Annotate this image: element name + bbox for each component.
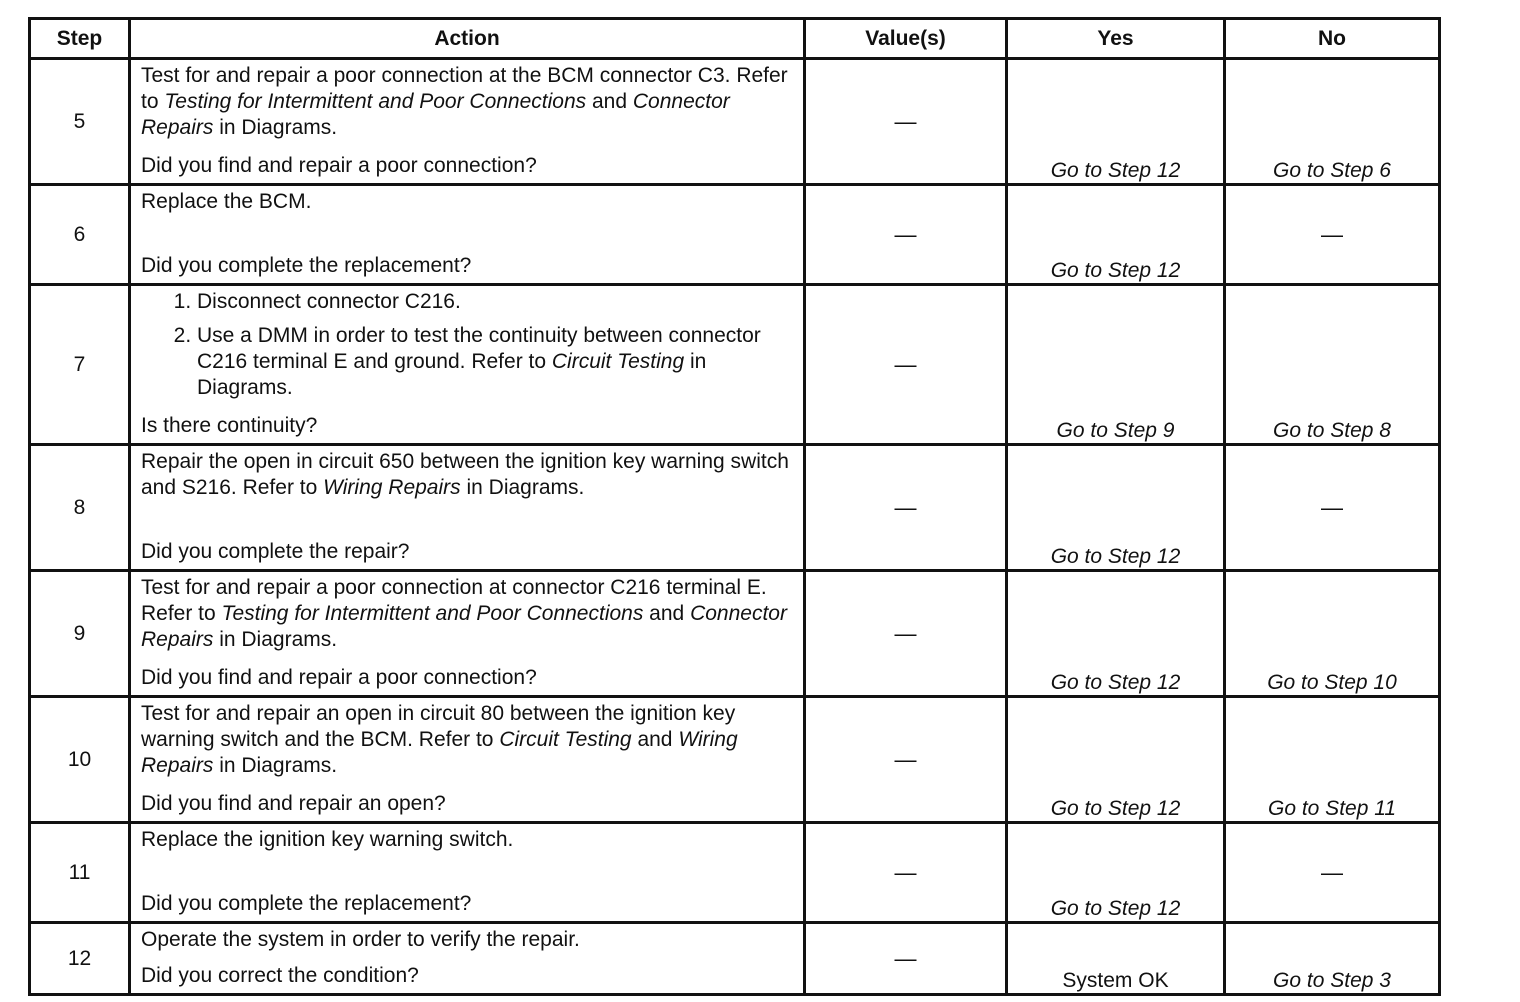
instruction-text: in Diagrams. [460, 476, 585, 499]
value-cell: — [805, 823, 1007, 923]
instruction-text: and [643, 602, 691, 625]
reference-title: Testing for Intermittent and Poor Connections [221, 602, 644, 625]
action-content [131, 698, 803, 821]
value-cell: — [805, 697, 1007, 823]
action-instruction [141, 575, 795, 653]
value-cell: — [805, 923, 1007, 995]
instruction-text: in Diagrams. [213, 754, 338, 777]
action-instruction [141, 189, 795, 215]
substep-item [197, 289, 795, 315]
no-result: — [1225, 823, 1440, 923]
diagnostic-table [28, 17, 1441, 996]
table-row [30, 445, 1440, 571]
yes-result: Go to Step 12 [1007, 445, 1225, 571]
header-no: No [1225, 19, 1440, 59]
no-result: — [1225, 185, 1440, 285]
action-cell [130, 185, 805, 285]
action-cell [130, 445, 805, 571]
action-question: Did you find and repair a poor connection? [141, 154, 537, 177]
step-number: 9 [30, 571, 130, 697]
value-cell: — [805, 59, 1007, 185]
instruction-text: Test for and repair an open in circuit 80 between the ignition key warning switch and the BCM. Refer to [141, 702, 736, 751]
step-number: 7 [30, 285, 130, 445]
step-number: 6 [30, 185, 130, 285]
action-question: Did you complete the repair? [141, 540, 410, 563]
action-instruction [141, 701, 795, 779]
action-content [131, 186, 803, 283]
action-content [131, 572, 803, 695]
table-row [30, 697, 1440, 823]
instruction-text: and [586, 90, 633, 113]
instruction-text: Test for and repair a poor connection at the BCM connector C3. Refer to [141, 64, 788, 113]
table-row [30, 285, 1440, 445]
yes-result: Go to Step 12 [1007, 697, 1225, 823]
action-question: Did you correct the condition? [141, 964, 419, 987]
reference-title: Testing for Intermittent and Poor Connections [164, 90, 587, 113]
action-instruction [141, 63, 795, 141]
reference-title: Wiring Repairs [141, 728, 738, 777]
header-values: Value(s) [805, 19, 1007, 59]
header-action: Action [130, 19, 805, 59]
instruction-text: Test for and repair a poor connection at connector C216 terminal E. Refer to [141, 576, 767, 625]
action-cell [130, 571, 805, 697]
step-number: 10 [30, 697, 130, 823]
step-number: 12 [30, 923, 130, 995]
yes-result: Go to Step 12 [1007, 185, 1225, 285]
table-row [30, 571, 1440, 697]
reference-title: Circuit Testing [551, 350, 685, 373]
value-cell: — [805, 571, 1007, 697]
action-cell [130, 285, 805, 445]
step-number: 11 [30, 823, 130, 923]
reference-title: Connector Repairs [141, 602, 787, 651]
action-cell [130, 697, 805, 823]
action-question: Did you find and repair an open? [141, 792, 446, 815]
action-instruction [141, 289, 795, 401]
action-content [131, 60, 803, 183]
value-cell: — [805, 285, 1007, 445]
action-cell [130, 823, 805, 923]
action-instruction [141, 927, 795, 953]
instruction-text: in Diagrams. [213, 628, 338, 651]
no-result: Go to Step 6 [1225, 59, 1440, 185]
instruction-text: Replace the BCM. [141, 190, 312, 213]
action-cell [130, 59, 805, 185]
yes-result: Go to Step 12 [1007, 571, 1225, 697]
value-cell: — [805, 185, 1007, 285]
yes-result: Go to Step 12 [1007, 823, 1225, 923]
reference-title: Connector Repairs [141, 90, 730, 139]
yes-result: Go to Step 9 [1007, 285, 1225, 445]
no-result: Go to Step 3 [1225, 923, 1440, 995]
header-row [30, 19, 1440, 59]
yes-result: System OK [1007, 923, 1225, 995]
table-row [30, 823, 1440, 923]
action-content [131, 286, 803, 443]
instruction-text: Repair the open in circuit 650 between the ignition key warning switch and S216. Refer to [141, 450, 789, 499]
instruction-text: Operate the system in order to verify the repair. [141, 928, 580, 951]
table-body [30, 59, 1440, 995]
action-question: Did you find and repair a poor connection? [141, 666, 537, 689]
header-step: Step [30, 19, 130, 59]
action-question: Did you complete the replacement? [141, 254, 472, 277]
no-result: Go to Step 10 [1225, 571, 1440, 697]
value-cell: — [805, 445, 1007, 571]
action-question: Is there continuity? [141, 414, 318, 437]
instruction-text: in Diagrams. [213, 116, 338, 139]
instruction-text: in Diagrams. [197, 350, 707, 399]
header-yes: Yes [1007, 19, 1225, 59]
yes-result: Go to Step 12 [1007, 59, 1225, 185]
substep-item [197, 323, 795, 401]
action-question: Did you complete the replacement? [141, 892, 472, 915]
instruction-text: Replace the ignition key warning switch. [141, 828, 514, 851]
instruction-text: and [631, 728, 679, 751]
instruction-text: Use a DMM in order to test the continuity between connector C216 terminal E and ground. Refer to [197, 324, 761, 373]
action-instruction [141, 449, 795, 501]
table-row [30, 185, 1440, 285]
diagnostic-table-page [28, 17, 1438, 996]
action-content [131, 824, 803, 921]
no-result: — [1225, 445, 1440, 571]
action-content [131, 924, 803, 993]
action-substeps [141, 289, 795, 401]
no-result: Go to Step 8 [1225, 285, 1440, 445]
instruction-text: Disconnect connector C216. [197, 290, 461, 313]
step-number: 8 [30, 445, 130, 571]
step-number: 5 [30, 59, 130, 185]
table-row [30, 59, 1440, 185]
reference-title: Circuit Testing [499, 728, 632, 751]
reference-title: Wiring Repairs [323, 476, 461, 499]
action-cell [130, 923, 805, 995]
no-result: Go to Step 11 [1225, 697, 1440, 823]
table-row [30, 923, 1440, 995]
action-content [131, 446, 803, 569]
action-instruction [141, 827, 795, 853]
